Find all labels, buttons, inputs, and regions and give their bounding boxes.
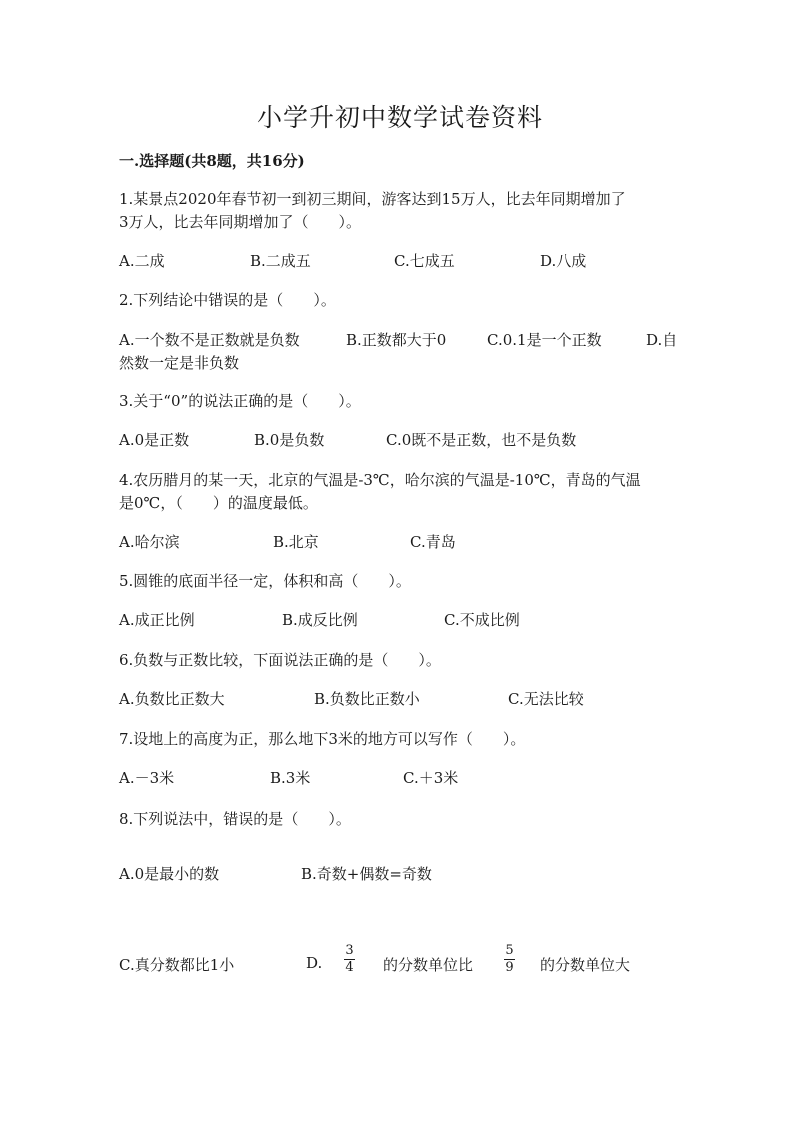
q4-option-a: A.哈尔滨 [119,533,180,551]
q2-option-c: C.0.1是一个正数 [487,331,602,349]
q8-fraction-five-ninths [504,944,515,975]
question-1-line-2: 3万人，比去年同期增加了（ ）。 [119,213,362,231]
fraction-numerator: 5 [505,943,514,958]
question-4-line-1: 4.农历腊月的某一天，北京的气温是-3℃，哈尔滨的气温是-10℃，青岛的气温 [119,471,641,489]
q8-option-d-suffix: 的分数单位大 [540,956,631,974]
q3-option-c: C.0既不是正数，也不是负数 [386,431,577,449]
q8-option-d-middle: 的分数单位比 [383,956,474,974]
question-2-line-1: 2.下列结论中错误的是（ ）。 [119,291,336,309]
q7-option-c: C.＋3米 [403,769,459,787]
q1-option-b: B.二成五 [250,252,311,270]
q3-option-a: A.0是正数 [119,431,190,449]
q2-option-d: D.自 [646,331,678,349]
fraction-numerator: 3 [345,943,354,958]
q2-option-b: B.正数都大于0 [346,331,447,349]
q8-option-c: C.真分数都比1小 [119,956,235,974]
q8-fraction-three-quarters [344,944,355,975]
question-8-line-1: 8.下列说法中，错误的是（ ）。 [119,810,351,828]
q7-option-a: A.－3米 [119,769,175,787]
q1-option-c: C.七成五 [394,252,455,270]
q7-option-b: B.3米 [270,769,311,787]
fraction-denominator: 9 [505,960,514,975]
q1-option-d: D.八成 [540,252,587,270]
q5-option-b: B.成反比例 [282,611,358,629]
q8-option-a: A.0是最小的数 [119,865,220,883]
section-heading: 一.选择题(共8题，共16分) [119,152,305,170]
q4-option-b: B.北京 [273,533,319,551]
question-6-line-1: 6.负数与正数比较，下面说法正确的是（ ）。 [119,651,441,669]
q2-option-d-continued: 然数一定是非负数 [119,354,240,372]
fraction-denominator: 4 [345,960,354,975]
q1-option-a: A.二成 [119,252,165,270]
page-title: 小学升初中数学试卷资料 [256,103,543,132]
q2-option-a: A.一个数不是正数就是负数 [119,331,300,349]
q8-option-b: B.奇数+偶数=奇数 [301,865,432,883]
question-3-line-1: 3.关于“0”的说法正确的是（ ）。 [119,392,361,410]
q8-option-d-label: D. [306,954,323,972]
q6-option-b: B.负数比正数小 [314,690,420,708]
q5-option-a: A.成正比例 [119,611,195,629]
q6-option-c: C.无法比较 [508,690,584,708]
q6-option-a: A.负数比正数大 [119,690,225,708]
question-1-line-1: 1.某景点2020年春节初一到初三期间，游客达到15万人，比去年同期增加了 [119,190,626,208]
question-5-line-1: 5.圆锥的底面半径一定，体积和高（ ）。 [119,572,411,590]
question-7-line-1: 7.设地上的高度为正，那么地下3米的地方可以写作（ ）。 [119,730,526,748]
q5-option-c: C.不成比例 [444,611,520,629]
question-4-line-2: 是0℃，（ ）的温度最低。 [119,494,318,512]
q4-option-c: C.青岛 [410,533,456,551]
q3-option-b: B.0是负数 [254,431,325,449]
